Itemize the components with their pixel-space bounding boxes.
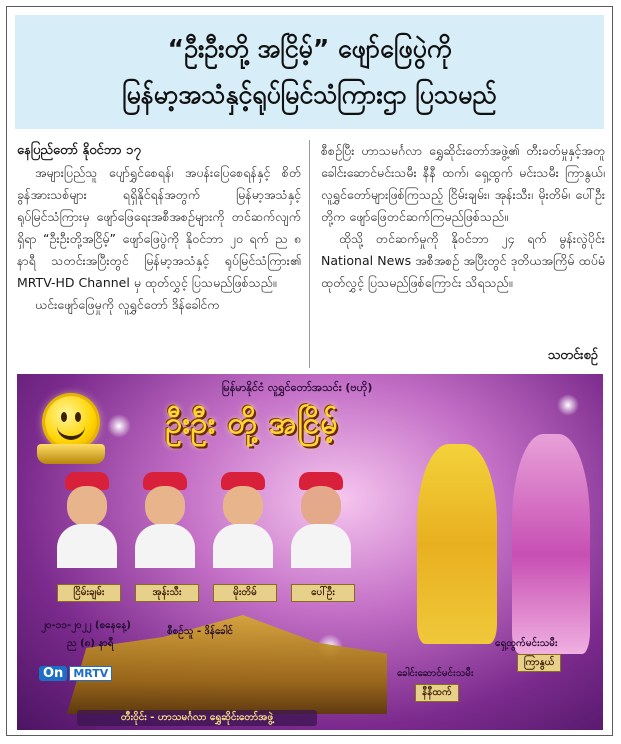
second-dancer-figure: [512, 434, 590, 654]
performer-name-tag: အုန်းသီး: [135, 584, 199, 602]
article-column-right: [321, 140, 605, 368]
headline-line-2: မြန်မာ့အသံနှင့်ရုပ်မြင်သံကြားဌာ ပြသမည်: [122, 80, 497, 109]
performer-figure: [57, 472, 117, 568]
newspaper-clipping: [6, 6, 613, 736]
dateline: နေပြည်တော် နိုဝင်ဘာ ၁၇: [17, 143, 141, 158]
smiley-logo-icon: [45, 396, 97, 448]
broadcast-date: ၂၀-၁၁-၂၀၂၂ (စနေနေ့): [41, 620, 131, 631]
lead-dancer-figure: [417, 444, 497, 644]
performer-figure: [213, 472, 273, 568]
column-divider: [309, 140, 310, 368]
performer-figure: [291, 472, 351, 568]
band-credit: တီးဝိုင်း - ဟာသမင်္ဂလာ ရွှေဆိုင်းတော်အဖွဲ့: [77, 710, 317, 726]
mrtv-channel-logo: [39, 663, 112, 683]
second-dancer-name: ကြာနွယ်: [517, 654, 561, 672]
headline-line-1: “ဦးဦးတို့ အငြိမ့်” ဖျော်ဖြေပွဲကို: [167, 34, 452, 63]
sparkle-decoration: [557, 394, 579, 416]
performer-figure: [135, 472, 195, 568]
poster-title: ဦးဦး တို့ အငြိမ့်: [165, 405, 339, 441]
poster-organization: မြန်မာနိုင်ငံ လူရွှင်တော်အသင်း (ဗဟို): [221, 381, 373, 394]
crown-emblem-icon: [37, 444, 105, 464]
channel-mrtv-label: MRTV: [69, 666, 112, 681]
headline-box: [15, 15, 604, 129]
article-paragraph: ထိုသို့ တင်ဆက်မှုကို နိုဝင်ဘာ ၂၄ ရက် မွန်းလွဲပိုင်း National News အစီအစဉ် အပြီးတွင် ဒုတိယအကြိမ် ထပ်မံထုတ်လွှင့် ပြသမည်ဖြစ်ကြောင်း သိရသည်။: [321, 231, 605, 290]
byline: သတင်းစဉ်: [547, 348, 598, 363]
promo-poster: [17, 374, 603, 730]
article-paragraph: စီစဉ်ပြီး ဟာသမင်္ဂလာ ရွှေဆိုင်းတော်အဖွဲ့၏ တီးခတ်မှုနှင့်အတူ ခေါင်းဆောင်မင်းသမီး နီနီ ထက်၊ ရှေ့ထွက် မင်းသမီး ကြာနွယ်၊ လူရွှင်တော်များဖြစ်ကြသည့် ငြိမ်းချမ်း၊ အုန်းသီး၊ မိုးတိမ်၊ ပေါ်ဦး တို့က ဖျော်ဖြေတင်ဆက်ကြမည်ဖြစ်သည်။: [321, 143, 605, 224]
performer-name-tag: မိုးတိမ်: [213, 584, 277, 602]
article-column-left: [17, 140, 301, 368]
broadcast-time: ည (၈) နာရီ: [67, 638, 114, 649]
channel-on-label: On: [39, 666, 67, 681]
organizer-credit: စီစဉ်သူ - ဒိန်ခေါင်: [167, 626, 233, 637]
performer-name-tag: ငြိမ်းချမ်း: [57, 584, 121, 602]
lead-dancer-name: နီနီထက်: [415, 684, 459, 702]
article-paragraph: အများပြည်သူ ပျော်ရွှင်စေရန်၊ အပန်းပြေစေရန်နှင့် စိတ်ခွန်အားသစ်များ ရရှိနိုင်ရန်အတွက် မြန်မာ့အသံနှင့် ရုပ်မြင်သံကြားမှ ဖျော်ဖြေရေးအစီအစဉ်များကို တင်ဆက်လျက်ရှိရာ “ဦးဦးတို့အငြိမ့်” ဖျော်ဖြေပွဲကို နိုဝင်ဘာ ၂၀ ရက် ည ၈ နာရီ သတင်းအပြီးတွင် မြန်မာ့အသံနှင့် ရုပ်မြင်သံကြား၏ MRTV-HD Channel မှ ထုတ်လွှင့် ပြသမည်ဖြစ်သည်။: [17, 165, 301, 290]
second-dancer-role: ရှေ့ထွက်မင်းသမီး: [495, 638, 558, 649]
lead-dancer-role: ခေါင်းဆောင်မင်းသမီး: [397, 668, 474, 679]
article-paragraph: ယင်းဖျော်ဖြေမှုကို လူရွှင်တော် ဒိန်ခေါင်က: [35, 297, 220, 312]
performer-name-tag: ပေါ်ဦး: [291, 584, 355, 602]
